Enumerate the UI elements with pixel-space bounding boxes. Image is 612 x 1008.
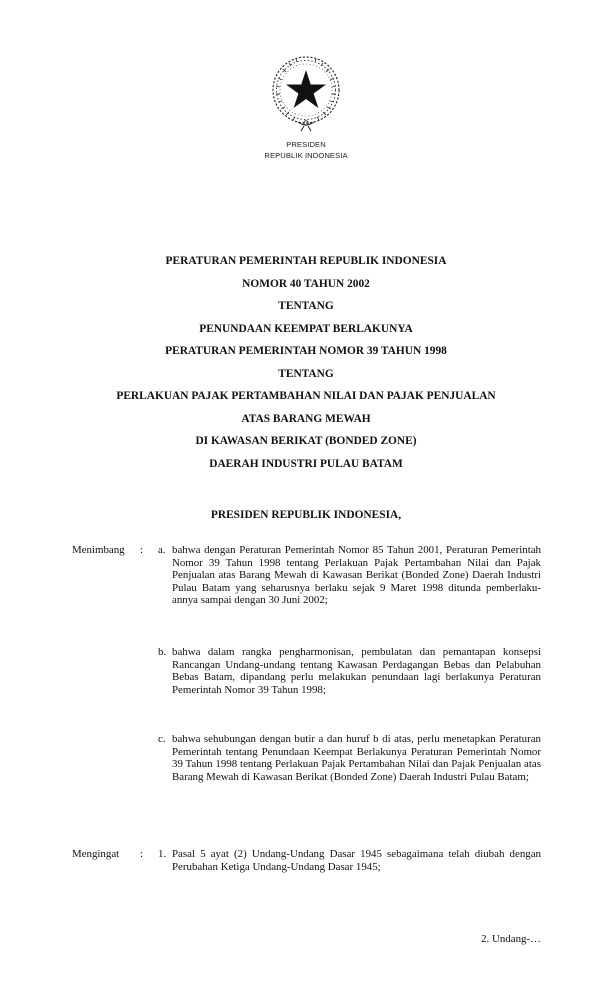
item-marker: c. (158, 733, 166, 745)
president-heading: PRESIDEN REPUBLIK INDONESIA, (210, 509, 402, 521)
title-line: DI KAWASAN BERIKAT (BONDED ZONE) (195, 435, 417, 447)
title-line: ATAS BARANG MEWAH (241, 412, 371, 425)
title-line: PERATURAN PEMERINTAH NOMOR 39 TAHUN 1998 (165, 345, 447, 357)
item-marker: a. (158, 544, 166, 556)
section-colon: : (140, 848, 144, 860)
section-colon: : (140, 544, 144, 556)
presidential-emblem-icon (266, 50, 346, 136)
item-marker: b. (158, 646, 167, 658)
title-line: PERATURAN PEMERINTAH REPUBLIK INDONESIA (165, 255, 447, 267)
title-line: PENUNDAAN KEEMPAT BERLAKUNYA (199, 322, 413, 335)
regulation-title (0, 253, 612, 478)
emblem-caption-republik-indonesia: REPUBLIK INDONESIA (264, 151, 348, 160)
item-text: bahwa dalam rangka pengharmonisan, pembulatan dan pemantapan konsepsi Rancangan Undang-undang tentang Kawasan Perdagangan Bebas dan Pelabuhan Bebas Batam, dipandang perlu melakukan penundaan lagi berlakunya Peraturan Pemerintah Nomor 39 Tahun 1998; (172, 646, 541, 696)
title-line: PERLAKUAN PAJAK PERTAMBAHAN NILAI DAN PAJAK PENJUALAN (116, 390, 496, 402)
title-line: TENTANG (278, 367, 334, 380)
item-text: bahwa sehubungan dengan butir a dan huruf b di atas, perlu menetapkan Peraturan Pemerintah tentang Penundaan Keempat Berlakunya Peraturan Pemerintah Nomor 39 Tahun 1998 tentang Perlakuan Pajak Pertambahan Nilai dan Pajak Penjualan atas Barang Mewah di Kawasan Berikat (Bonded Zone) Daerah Industri Pulau Batam; (172, 733, 541, 783)
title-line: TENTANG (278, 300, 334, 312)
item-text: bahwa dengan Peraturan Pemerintah Nomor 85 Tahun 2001, Peraturan Pemerintah Nomor 39 Tahun 1998 tentang Perlakuan Pajak Pertambahan Nilai dan Pajak Penjualan atas Barang Mewah di Kawasan Berikat (Bonded Zone) Daerah Industri Pulau Batam yang seharusnya berlaku sejak 9 Maret 1998 ditunda pemberlaku-annya sampai dengan 30 Juni 2002; (172, 544, 541, 607)
item-text: Pasal 5 ayat (2) Undang-Undang Dasar 1945 sebagaimana telah diubah dengan Perubahan Ketiga Undang-Undang Dasar 1945; (172, 848, 541, 873)
emblem-caption-presiden: PRESIDEN (286, 140, 326, 149)
section-label-mengingat: Mengingat (72, 848, 120, 860)
page-continuation-marker: 2. Undang-… (481, 933, 541, 945)
section-label-menimbang: Menimbang (72, 544, 125, 556)
title-line-number: NOMOR 40 TAHUN 2002 (242, 277, 370, 290)
title-line: DAERAH INDUSTRI PULAU BATAM (209, 457, 403, 470)
item-marker: 1. (158, 848, 167, 860)
